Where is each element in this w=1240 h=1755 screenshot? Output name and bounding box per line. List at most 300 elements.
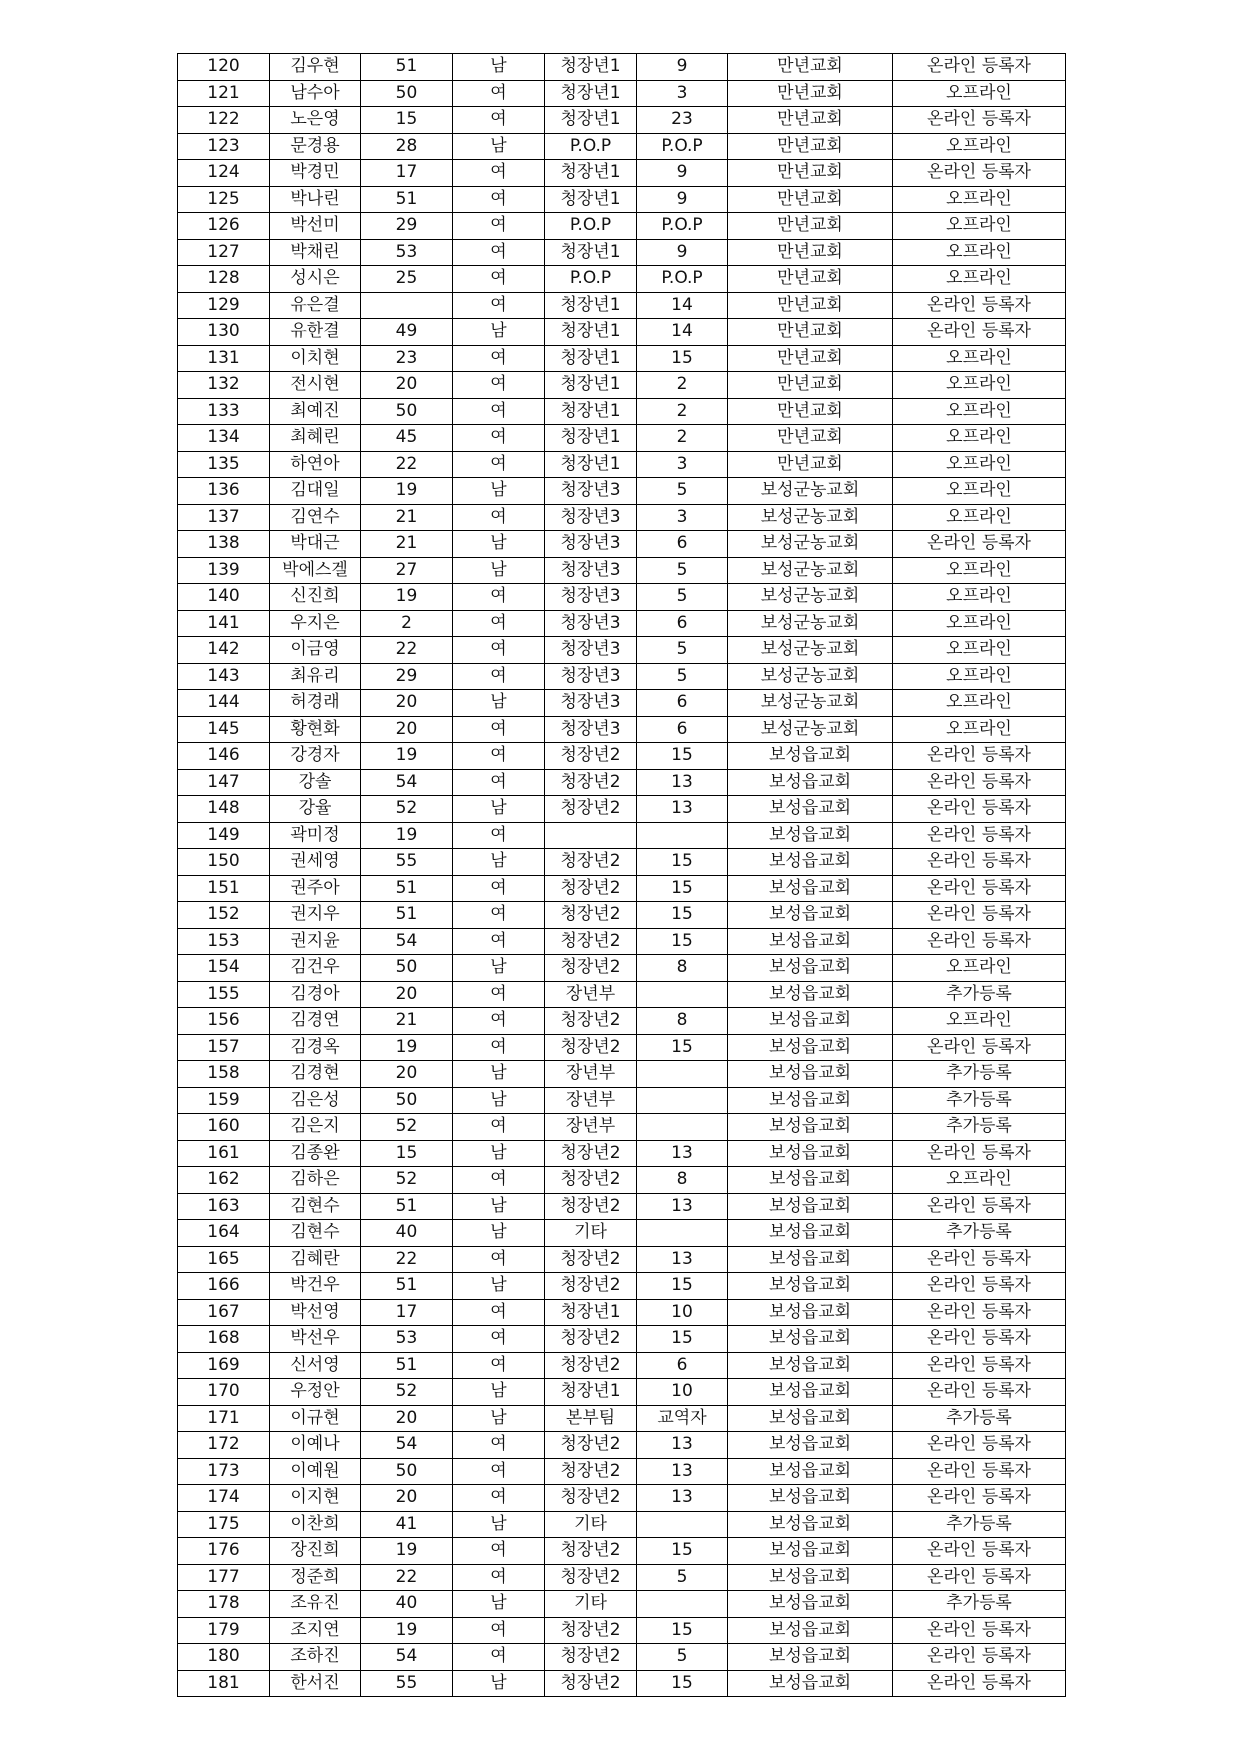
department-cell: 청장년2 [545, 849, 637, 876]
gender-cell: 남 [453, 1379, 545, 1406]
gender-cell: 여 [453, 902, 545, 929]
group-cell: 5 [637, 1564, 728, 1591]
table-row [178, 557, 1066, 584]
row-number: 142 [178, 637, 270, 664]
row-number: 135 [178, 451, 270, 478]
church-cell: 보성읍교회 [728, 796, 893, 823]
church-cell: 보성읍교회 [728, 1273, 893, 1300]
church-cell: 보성읍교회 [728, 1220, 893, 1247]
row-number: 123 [178, 133, 270, 160]
church-cell: 만년교회 [728, 107, 893, 134]
gender-cell: 여 [453, 239, 545, 266]
church-cell: 보성군농교회 [728, 637, 893, 664]
group-cell: 8 [637, 1008, 728, 1035]
registration-status-cell: 온라인 등록자 [893, 107, 1066, 134]
gender-cell: 여 [453, 1458, 545, 1485]
table-row [178, 1008, 1066, 1035]
registration-status-cell: 온라인 등록자 [893, 531, 1066, 558]
gender-cell: 여 [453, 1564, 545, 1591]
church-cell: 보성읍교회 [728, 1326, 893, 1353]
row-number: 158 [178, 1061, 270, 1088]
group-cell: 6 [637, 716, 728, 743]
group-cell: 13 [637, 796, 728, 823]
registration-status-cell: 추가등록 [893, 1405, 1066, 1432]
gender-cell: 여 [453, 425, 545, 452]
row-number: 177 [178, 1564, 270, 1591]
person-name: 김혜란 [270, 1246, 361, 1273]
group-cell: 13 [637, 1193, 728, 1220]
department-cell: 청장년3 [545, 610, 637, 637]
registration-status-cell: 온라인 등록자 [893, 54, 1066, 81]
age-cell: 19 [361, 1034, 453, 1061]
person-name: 유은결 [270, 292, 361, 319]
group-cell: 10 [637, 1299, 728, 1326]
gender-cell: 여 [453, 345, 545, 372]
department-cell: 청장년3 [545, 716, 637, 743]
age-cell: 22 [361, 1246, 453, 1273]
row-number: 120 [178, 54, 270, 81]
church-cell: 보성읍교회 [728, 1564, 893, 1591]
department-cell: 청장년2 [545, 1564, 637, 1591]
department-cell: 청장년2 [545, 1246, 637, 1273]
church-cell: 보성군농교회 [728, 531, 893, 558]
church-cell: 만년교회 [728, 372, 893, 399]
church-cell: 만년교회 [728, 186, 893, 213]
group-cell: 5 [637, 1644, 728, 1671]
registration-status-cell: 온라인 등록자 [893, 1485, 1066, 1512]
gender-cell: 남 [453, 1273, 545, 1300]
person-name: 신서영 [270, 1352, 361, 1379]
age-cell: 19 [361, 1538, 453, 1565]
church-cell: 보성읍교회 [728, 1617, 893, 1644]
church-cell: 만년교회 [728, 213, 893, 240]
department-cell: 청장년2 [545, 1193, 637, 1220]
department-cell: 장년부 [545, 981, 637, 1008]
department-cell: 청장년2 [545, 1670, 637, 1697]
group-cell: 14 [637, 292, 728, 319]
age-cell: 51 [361, 54, 453, 81]
table-row [178, 107, 1066, 134]
registration-status-cell: 오프라인 [893, 80, 1066, 107]
gender-cell: 여 [453, 213, 545, 240]
department-cell: 청장년3 [545, 584, 637, 611]
age-cell: 53 [361, 239, 453, 266]
person-name: 김우현 [270, 54, 361, 81]
table-row [178, 478, 1066, 505]
gender-cell: 여 [453, 1167, 545, 1194]
group-cell [637, 822, 728, 849]
registration-status-cell: 오프라인 [893, 345, 1066, 372]
church-cell: 만년교회 [728, 160, 893, 187]
department-cell: 청장년1 [545, 398, 637, 425]
person-name: 박건우 [270, 1273, 361, 1300]
department-cell: 청장년1 [545, 1379, 637, 1406]
age-cell: 21 [361, 504, 453, 531]
church-cell: 보성읍교회 [728, 1379, 893, 1406]
table-row [178, 955, 1066, 982]
registration-status-cell: 오프라인 [893, 716, 1066, 743]
gender-cell: 여 [453, 1485, 545, 1512]
department-cell: 청장년2 [545, 1140, 637, 1167]
group-cell: 15 [637, 1034, 728, 1061]
group-cell: 6 [637, 1352, 728, 1379]
gender-cell: 여 [453, 1352, 545, 1379]
gender-cell: 남 [453, 478, 545, 505]
age-cell: 51 [361, 902, 453, 929]
registration-status-cell: 온라인 등록자 [893, 1458, 1066, 1485]
person-name: 한서진 [270, 1670, 361, 1697]
row-number: 161 [178, 1140, 270, 1167]
group-cell: 15 [637, 345, 728, 372]
row-number: 150 [178, 849, 270, 876]
person-name: 김은성 [270, 1087, 361, 1114]
gender-cell: 여 [453, 1326, 545, 1353]
age-cell: 50 [361, 1458, 453, 1485]
department-cell: 청장년1 [545, 292, 637, 319]
table-row [178, 849, 1066, 876]
age-cell: 17 [361, 160, 453, 187]
church-cell: 보성읍교회 [728, 1193, 893, 1220]
gender-cell: 여 [453, 1299, 545, 1326]
church-cell: 보성읍교회 [728, 1061, 893, 1088]
table-row [178, 345, 1066, 372]
row-number: 179 [178, 1617, 270, 1644]
table-row [178, 1299, 1066, 1326]
department-cell: 청장년2 [545, 1273, 637, 1300]
registration-status-cell: 온라인 등록자 [893, 769, 1066, 796]
gender-cell: 여 [453, 716, 545, 743]
age-cell: 20 [361, 690, 453, 717]
person-name: 박경민 [270, 160, 361, 187]
row-number: 143 [178, 663, 270, 690]
age-cell: 50 [361, 398, 453, 425]
church-cell: 보성읍교회 [728, 1246, 893, 1273]
age-cell [361, 292, 453, 319]
church-cell: 만년교회 [728, 266, 893, 293]
registration-status-cell: 추가등록 [893, 1114, 1066, 1141]
registration-status-cell: 오프라인 [893, 186, 1066, 213]
table-row [178, 875, 1066, 902]
table-row [178, 319, 1066, 346]
church-cell: 만년교회 [728, 425, 893, 452]
row-number: 172 [178, 1432, 270, 1459]
church-cell: 보성읍교회 [728, 1405, 893, 1432]
registration-status-cell: 온라인 등록자 [893, 1273, 1066, 1300]
department-cell: 청장년1 [545, 80, 637, 107]
row-number: 144 [178, 690, 270, 717]
person-name: 우지은 [270, 610, 361, 637]
table-row [178, 239, 1066, 266]
table-row [178, 451, 1066, 478]
age-cell: 55 [361, 849, 453, 876]
row-number: 122 [178, 107, 270, 134]
table-row [178, 1061, 1066, 1088]
person-name: 박채린 [270, 239, 361, 266]
table-row [178, 1167, 1066, 1194]
row-number: 174 [178, 1485, 270, 1512]
table-row [178, 1511, 1066, 1538]
group-cell: 2 [637, 425, 728, 452]
registration-status-cell: 온라인 등록자 [893, 1564, 1066, 1591]
table-row [178, 1352, 1066, 1379]
table-row [178, 398, 1066, 425]
age-cell: 20 [361, 1485, 453, 1512]
age-cell: 51 [361, 1193, 453, 1220]
department-cell: 장년부 [545, 1087, 637, 1114]
department-cell: 청장년2 [545, 1008, 637, 1035]
person-name: 강율 [270, 796, 361, 823]
group-cell: 5 [637, 637, 728, 664]
church-cell: 보성읍교회 [728, 1087, 893, 1114]
table-row [178, 928, 1066, 955]
group-cell: P.O.P [637, 133, 728, 160]
group-cell: 15 [637, 875, 728, 902]
person-name: 권지윤 [270, 928, 361, 955]
table-row [178, 1379, 1066, 1406]
table-row [178, 80, 1066, 107]
registration-status-cell: 온라인 등록자 [893, 1193, 1066, 1220]
row-number: 141 [178, 610, 270, 637]
age-cell: 55 [361, 1670, 453, 1697]
department-cell: 청장년2 [545, 796, 637, 823]
table-row [178, 1326, 1066, 1353]
row-number: 126 [178, 213, 270, 240]
person-name: 박대근 [270, 531, 361, 558]
department-cell: 청장년2 [545, 955, 637, 982]
table-row [178, 1140, 1066, 1167]
table-row [178, 213, 1066, 240]
group-cell [637, 981, 728, 1008]
row-number: 166 [178, 1273, 270, 1300]
row-number: 167 [178, 1299, 270, 1326]
age-cell: 49 [361, 319, 453, 346]
age-cell: 22 [361, 1564, 453, 1591]
table-row [178, 716, 1066, 743]
person-name: 김연수 [270, 504, 361, 531]
gender-cell: 남 [453, 955, 545, 982]
row-number: 168 [178, 1326, 270, 1353]
table-row [178, 690, 1066, 717]
table-row [178, 1538, 1066, 1565]
group-cell: 5 [637, 478, 728, 505]
person-name: 이찬희 [270, 1511, 361, 1538]
church-cell: 보성읍교회 [728, 1644, 893, 1671]
church-cell: 만년교회 [728, 292, 893, 319]
table-row [178, 292, 1066, 319]
registration-status-cell: 오프라인 [893, 133, 1066, 160]
gender-cell: 여 [453, 1538, 545, 1565]
gender-cell: 남 [453, 319, 545, 346]
table-row [178, 822, 1066, 849]
registration-status-cell: 온라인 등록자 [893, 1670, 1066, 1697]
registration-status-cell: 추가등록 [893, 1087, 1066, 1114]
church-cell: 보성읍교회 [728, 769, 893, 796]
row-number: 138 [178, 531, 270, 558]
age-cell: 27 [361, 557, 453, 584]
age-cell: 21 [361, 531, 453, 558]
church-cell: 보성군농교회 [728, 478, 893, 505]
table-row [178, 1564, 1066, 1591]
registration-status-cell: 오프라인 [893, 213, 1066, 240]
group-cell: 6 [637, 690, 728, 717]
row-number: 147 [178, 769, 270, 796]
table-row [178, 1034, 1066, 1061]
person-name: 문경용 [270, 133, 361, 160]
person-name: 김경옥 [270, 1034, 361, 1061]
age-cell: 20 [361, 716, 453, 743]
gender-cell: 남 [453, 1220, 545, 1247]
gender-cell: 여 [453, 1008, 545, 1035]
registration-status-cell: 오프라인 [893, 557, 1066, 584]
gender-cell: 여 [453, 292, 545, 319]
registration-status-cell: 추가등록 [893, 1220, 1066, 1247]
person-name: 이치현 [270, 345, 361, 372]
person-name: 허경래 [270, 690, 361, 717]
department-cell: 청장년1 [545, 425, 637, 452]
table-row [178, 902, 1066, 929]
gender-cell: 여 [453, 186, 545, 213]
gender-cell: 남 [453, 531, 545, 558]
row-number: 134 [178, 425, 270, 452]
church-cell: 보성읍교회 [728, 1458, 893, 1485]
department-cell: 청장년1 [545, 372, 637, 399]
department-cell: 청장년1 [545, 107, 637, 134]
group-cell: 13 [637, 1432, 728, 1459]
age-cell: 54 [361, 1432, 453, 1459]
person-name: 최혜린 [270, 425, 361, 452]
registration-status-cell: 오프라인 [893, 637, 1066, 664]
group-cell: 15 [637, 1326, 728, 1353]
department-cell: P.O.P [545, 266, 637, 293]
gender-cell: 여 [453, 875, 545, 902]
church-cell: 보성군농교회 [728, 610, 893, 637]
registration-status-cell: 온라인 등록자 [893, 1379, 1066, 1406]
gender-cell: 남 [453, 54, 545, 81]
row-number: 140 [178, 584, 270, 611]
group-cell: 15 [637, 1538, 728, 1565]
person-name: 김현수 [270, 1220, 361, 1247]
table-row [178, 186, 1066, 213]
person-name: 박선영 [270, 1299, 361, 1326]
row-number: 124 [178, 160, 270, 187]
person-name: 남수아 [270, 80, 361, 107]
church-cell: 만년교회 [728, 345, 893, 372]
registration-status-cell: 오프라인 [893, 239, 1066, 266]
church-cell: 보성군농교회 [728, 663, 893, 690]
group-cell: 6 [637, 610, 728, 637]
table-row [178, 663, 1066, 690]
table-row [178, 1432, 1066, 1459]
table-row [178, 1591, 1066, 1618]
group-cell: 9 [637, 160, 728, 187]
age-cell: 52 [361, 1379, 453, 1406]
row-number: 145 [178, 716, 270, 743]
table-row [178, 504, 1066, 531]
department-cell: 청장년2 [545, 1617, 637, 1644]
age-cell: 51 [361, 1352, 453, 1379]
gender-cell: 남 [453, 690, 545, 717]
age-cell: 22 [361, 637, 453, 664]
gender-cell: 남 [453, 1511, 545, 1538]
age-cell: 21 [361, 1008, 453, 1035]
registration-status-cell: 온라인 등록자 [893, 743, 1066, 770]
church-cell: 보성읍교회 [728, 1140, 893, 1167]
group-cell: 15 [637, 743, 728, 770]
group-cell: 3 [637, 80, 728, 107]
department-cell: 청장년1 [545, 319, 637, 346]
church-cell: 보성읍교회 [728, 1432, 893, 1459]
department-cell: 기타 [545, 1220, 637, 1247]
registration-status-cell: 온라인 등록자 [893, 928, 1066, 955]
group-cell: 14 [637, 319, 728, 346]
group-cell: P.O.P [637, 266, 728, 293]
row-number: 154 [178, 955, 270, 982]
table-row [178, 1087, 1066, 1114]
registration-status-cell: 오프라인 [893, 451, 1066, 478]
age-cell: 54 [361, 928, 453, 955]
group-cell: 15 [637, 1273, 728, 1300]
gender-cell: 남 [453, 1591, 545, 1618]
person-name: 이규현 [270, 1405, 361, 1432]
person-name: 박나린 [270, 186, 361, 213]
department-cell: 청장년3 [545, 637, 637, 664]
table-row [178, 1114, 1066, 1141]
gender-cell: 남 [453, 1061, 545, 1088]
registration-status-cell: 오프라인 [893, 610, 1066, 637]
table-row [178, 1193, 1066, 1220]
registration-status-cell: 추가등록 [893, 1511, 1066, 1538]
church-cell: 보성읍교회 [728, 1299, 893, 1326]
group-cell: 5 [637, 557, 728, 584]
row-number: 152 [178, 902, 270, 929]
registration-status-cell: 온라인 등록자 [893, 1140, 1066, 1167]
group-cell: 10 [637, 1379, 728, 1406]
person-name: 김하은 [270, 1167, 361, 1194]
row-number: 130 [178, 319, 270, 346]
registration-status-cell: 추가등록 [893, 1061, 1066, 1088]
group-cell: 15 [637, 902, 728, 929]
gender-cell: 남 [453, 796, 545, 823]
department-cell: 청장년2 [545, 769, 637, 796]
gender-cell: 여 [453, 769, 545, 796]
registration-status-cell: 오프라인 [893, 504, 1066, 531]
age-cell: 41 [361, 1511, 453, 1538]
row-number: 125 [178, 186, 270, 213]
registration-status-cell: 추가등록 [893, 1591, 1066, 1618]
row-number: 181 [178, 1670, 270, 1697]
group-cell: 13 [637, 1485, 728, 1512]
age-cell: 22 [361, 451, 453, 478]
registration-status-cell: 온라인 등록자 [893, 1034, 1066, 1061]
group-cell: 3 [637, 504, 728, 531]
row-number: 159 [178, 1087, 270, 1114]
table-row [178, 266, 1066, 293]
age-cell: 29 [361, 663, 453, 690]
department-cell: 청장년2 [545, 1167, 637, 1194]
gender-cell: 남 [453, 1140, 545, 1167]
person-name: 이예원 [270, 1458, 361, 1485]
group-cell: 교역자 [637, 1405, 728, 1432]
church-cell: 보성읍교회 [728, 1538, 893, 1565]
church-cell: 만년교회 [728, 133, 893, 160]
age-cell: 52 [361, 1167, 453, 1194]
church-cell: 보성읍교회 [728, 1591, 893, 1618]
gender-cell: 여 [453, 1432, 545, 1459]
group-cell: 13 [637, 1140, 728, 1167]
row-number: 139 [178, 557, 270, 584]
person-name: 정준희 [270, 1564, 361, 1591]
person-name: 권지우 [270, 902, 361, 929]
